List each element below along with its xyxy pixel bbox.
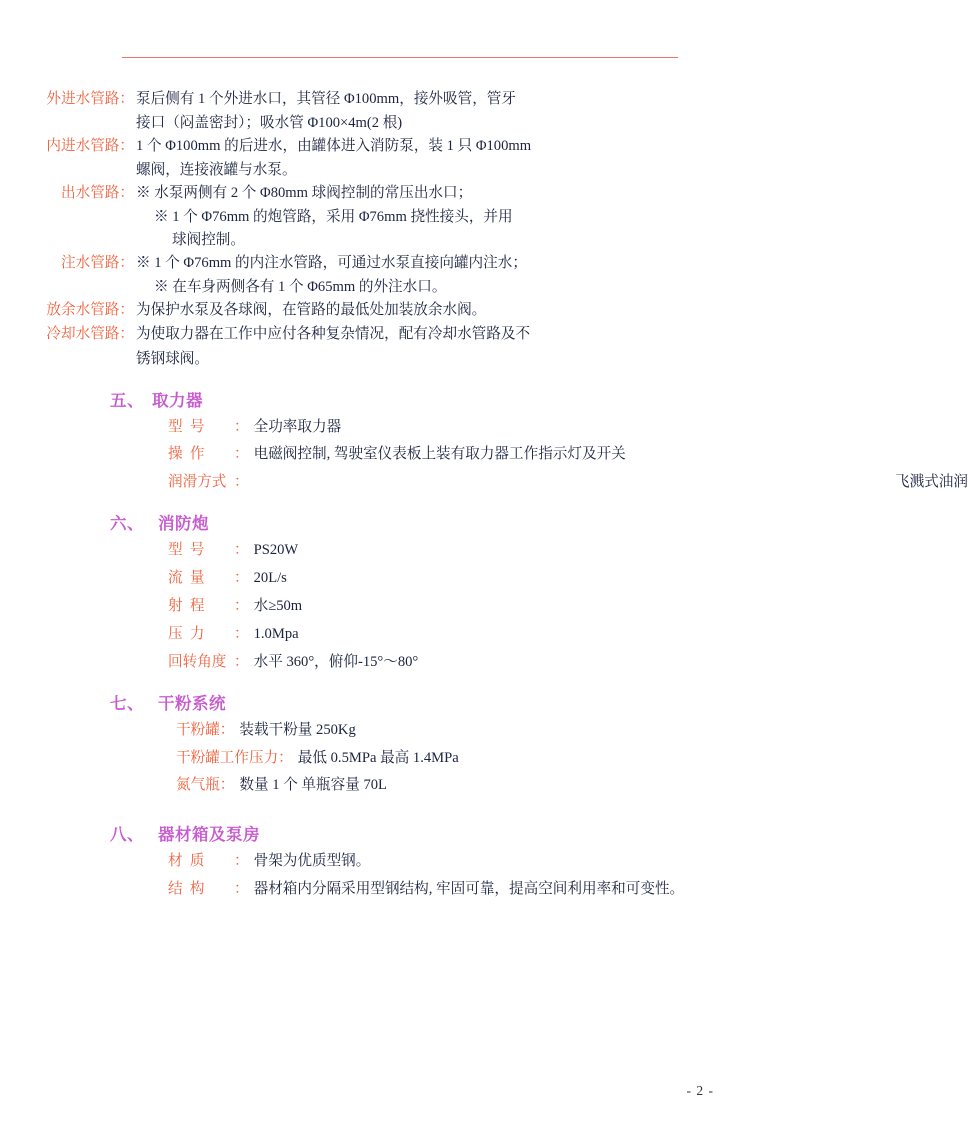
spec-value: 器材箱内分隔采用型钢结构, 牢固可靠，提高空间利用率和可变性。 <box>253 881 685 898</box>
section-heading-fire-monitor <box>0 510 800 534</box>
spec-separator: ： <box>219 721 235 738</box>
spec-separator: ： <box>234 418 249 435</box>
spec-separator: ： <box>234 653 249 670</box>
section-heading-equipment-box <box>0 821 800 845</box>
spec-row <box>176 748 800 770</box>
spec-label: 内进水管路： <box>46 138 134 155</box>
spec-separator: ： <box>234 598 249 615</box>
spec-value: 骨架为优质型钢。 <box>253 853 371 870</box>
section-number: 七、 <box>110 693 144 713</box>
spec-key: 操 作 <box>168 446 205 463</box>
spec-text-line: 为保护水泵及各球阀，在管路的最低处加装放余水阀。 <box>136 302 487 319</box>
section-rows-dry-powder <box>0 720 800 798</box>
spec-text-line: 1 个 Φ100mm 的后进水，由罐体进入消防泵，装 1 只 Φ100mm <box>136 138 532 155</box>
section-heading-power-takeoff <box>0 387 800 411</box>
spec-separator: ： <box>234 853 249 870</box>
piping-spec-list <box>0 88 800 371</box>
section-number: 六、 <box>110 514 144 534</box>
spec-separator: ： <box>234 881 249 898</box>
section-title: 干粉系统 <box>158 693 226 713</box>
spec-row <box>168 472 968 494</box>
spec-value: 数量 1 个 单瓶容量 70L <box>239 777 387 794</box>
spec-separator: ： <box>234 474 249 491</box>
spec-separator: ： <box>234 570 249 587</box>
spec-text-line: 球阀控制。 <box>172 232 245 249</box>
section-number: 五、 <box>110 390 144 410</box>
spec-item-internal-inlet <box>38 135 800 182</box>
spec-key: 流 量 <box>168 570 205 587</box>
spec-item-outlet <box>38 182 800 252</box>
spec-key: 润滑方式 <box>168 474 227 491</box>
spec-key: 型 号 <box>168 542 205 559</box>
spec-row <box>168 851 800 873</box>
spec-key: 压 力 <box>168 625 205 642</box>
spec-value: 1.0Mpa <box>253 625 299 642</box>
overflow-note-lubrication: 飞溅式油润 <box>895 474 968 491</box>
spec-value: 装载干粉量 250Kg <box>239 721 356 738</box>
spec-value: 水平 360°，俯仰-15°～80° <box>253 653 419 670</box>
spec-text-line: ※ 1 个 Φ76mm 的炮管路，采用 Φ76mm 挠性接头，并用 <box>154 209 513 226</box>
spec-key: 材 质 <box>168 853 205 870</box>
spec-value: 最低 0.5MPa 最高 1.4MPa <box>297 749 459 766</box>
section-rows-equipment-box <box>0 851 800 901</box>
section-title: 取力器 <box>152 390 203 410</box>
spec-key: 射 程 <box>168 598 205 615</box>
spec-separator: ： <box>234 625 249 642</box>
document-body <box>0 88 968 907</box>
spec-label: 放余水管路： <box>46 302 134 319</box>
header-divider-rule <box>122 57 678 58</box>
spec-row <box>168 596 800 618</box>
spec-label: 冷却水管路： <box>46 326 134 343</box>
spec-key: 型 号 <box>168 418 205 435</box>
spec-item-cooling <box>38 323 800 370</box>
spec-separator: ： <box>278 749 293 766</box>
spec-value: 20L/s <box>253 570 287 587</box>
spec-key: 回转角度 <box>168 653 227 670</box>
spec-key: 氮气瓶 <box>176 777 220 794</box>
spec-text-line: 接口（闷盖密封）；吸水管 Φ100×4m(2 根) <box>136 115 403 132</box>
spec-row <box>168 879 800 901</box>
spec-text-line: ※ 在车身两侧各有 1 个 Φ65mm 的外注水口。 <box>154 279 447 296</box>
spec-row <box>168 568 800 590</box>
spec-row <box>176 775 800 797</box>
spec-row <box>168 652 800 674</box>
spec-key: 干粉罐工作压力 <box>176 749 279 766</box>
spec-item-drain <box>38 299 800 322</box>
spec-label: 出水管路： <box>61 185 134 202</box>
spec-label: 外进水管路： <box>46 91 134 107</box>
spec-value: PS20W <box>253 542 299 559</box>
spec-item-external-inlet <box>38 88 800 135</box>
spec-row <box>168 624 800 646</box>
spec-value: 全功率取力器 <box>253 418 342 435</box>
spec-separator: ： <box>234 446 249 463</box>
spec-value: 电磁阀控制, 驾驶室仪表板上装有取力器工作指示灯及开关 <box>253 446 626 463</box>
spec-key: 干粉罐 <box>176 721 220 738</box>
section-number: 八、 <box>110 825 144 845</box>
section-rows-power-takeoff <box>0 417 968 495</box>
spec-item-filling <box>38 252 800 299</box>
spec-label: 注水管路： <box>61 255 134 272</box>
spec-value: 水≥50m <box>253 598 303 615</box>
section-heading-dry-powder <box>0 690 800 714</box>
spec-text-line: 螺阀，连接液罐与水泵。 <box>136 162 297 179</box>
spec-text-line: 锈钢球阀。 <box>136 350 209 367</box>
spec-text-line: 为使取力器在工作中应付各种复杂情况，配有冷却水管路及不 <box>136 326 531 343</box>
spec-row <box>168 417 800 439</box>
spec-key: 结 构 <box>168 881 205 898</box>
spec-row <box>168 540 800 562</box>
page-number: - 2 - <box>686 1083 714 1098</box>
section-title: 器材箱及泵房 <box>158 825 260 845</box>
section-title: 消防炮 <box>158 514 209 534</box>
spec-separator: ： <box>219 777 235 794</box>
spec-text-line: 泵后侧有 1 个外进水口，其管径 Φ100mm，接外吸管，管牙 <box>136 91 516 107</box>
spec-separator: ： <box>234 542 249 559</box>
spec-row <box>168 444 800 466</box>
spec-text-line: ※ 1 个 Φ76mm 的内注水管路，可通过水泵直接向罐内注水； <box>136 255 527 272</box>
section-rows-fire-monitor <box>0 540 800 673</box>
spec-row <box>176 720 800 742</box>
spec-text-line: ※ 水泵两侧有 2 个 Φ80mm 球阀控制的常压出水口； <box>136 185 473 202</box>
